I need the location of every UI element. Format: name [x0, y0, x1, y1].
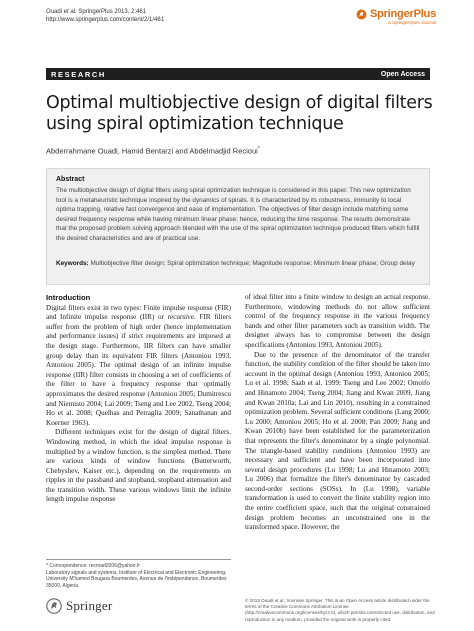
right-column	[245, 293, 430, 533]
intro-paragraph-3: of ideal filter into a finite window to design an actual response. Furthermore, windowing methods do not allow sufficient control of the frequency response in the various frequency bands and other filter parameters such as transition width. The designer always has to compromise between the design specifications (Antoniou 1993, Antoniou 2005).	[245, 293, 430, 349]
citation-header	[46, 8, 164, 24]
springer-footer-logo	[46, 598, 112, 614]
article-type-band	[46, 68, 430, 80]
intro-paragraph-1: Digital filters exist in two types: Finite impulse response (FIR) and Infinite impulse response (IIR) or recursive. FIR filters suffer from the problem of high order (hence implementation and performance issues) if strict requirements are imposed at the design stage. Furthermore, IIR filters can have smaller group delay than its equivalent FIR filters (Antoniou 1993, Antoniou 2005). The optimal design of an infinite impulse response (IIR) filter consists in choosing a set of coefficients of the filter to have a frequency response that optimally approximates the desired response (Antoniou 2005; Dumitrescu and Niemisto 2004; Lai 2009; Tseng and Lee 2002, Tseng 2004; Ho et al. 2008; Quelhas and Petraglia 2009; Sanathanan and Koerner 1963).	[46, 303, 231, 427]
correspondence-email[interactable]: * Correspondence: recmad2006@yahoo.fr	[46, 563, 141, 569]
correspondence-footnote	[46, 559, 231, 589]
logo-subtitle: a SpringerOpen Journal	[388, 20, 436, 25]
intro-heading: Introduction	[46, 293, 91, 302]
affiliation: Laboratory signals and systems, Institute of Electrical and Electronic Engineering, University M'hamed Bougara Boumerdes, Avenue de l'indépendance, Boumerdes 35000, Algeria	[46, 569, 227, 589]
article-title: Optimal multiobjective design of digital filters using spiral optimization technique	[46, 93, 433, 134]
abstract-text: The multiobjective design of digital filters using spiral optimization technique is considered in this paper. This new optimization tool is a metaheuristic technique inspired by the dynamics of spirals. It is characterized by its robustness, immunity to local optima trapping, relative fast convergence and ease of implementation. The objectives of filter design include matching some desired frequency response while having minimum linear phase; hence, reducing the time response. The results demonstrate that the proposed problem solving approach blended with the use of the spiral optimization technique produced filters which fulfill the desired characteristics and are of practical use.	[56, 187, 420, 242]
intro-paragraph-2: Different techniques exist for the design of digital filters. Windowing method, in which the ideal impulse response is multiplied by a window function, is the simplest method. There are various kinds of window functions (Butterworth, Chebyshev, Kaiser etc.), depending on the requirements on ripples in the passband and stopband, stopband attenuation and the transition width. These various windows limit the infinite length impulse response	[46, 428, 231, 504]
logo-name: SpringerPlus	[369, 8, 436, 20]
keywords	[56, 259, 422, 269]
abstract-box	[46, 168, 430, 285]
citation-line-1: Ouadi et al. SpringerPlus 2013, 2:461	[46, 9, 147, 15]
springerplus-logo	[356, 8, 436, 25]
publisher-name: Springer	[66, 598, 113, 613]
springer-horse-icon	[356, 9, 367, 20]
left-column	[46, 293, 231, 505]
citation-url[interactable]: http://www.springerplus.com/content/2/1/461	[46, 17, 165, 23]
keywords-label: Keywords:	[56, 260, 89, 267]
intro-paragraph-4: Due to the presence of the denominator of the transfer function, the stability condition of the filter should be taken into account in the optimal design (Antoniou 1993, Antoniou 2005; Lu et al. 1998; Saab et al. 1999; Tseng and Lee 2002; Omoifo and Hinamoto 2004; Tseng 2004; Jiang and Kwan 2009, Jiang and Kwan 2010a; Lai and Lin 2010), resulting in a constrained optimization problem. Several sufficient conditions (Lang 2000; Lu 2000; Antoniou 2005; Ho et al. 2008; Pan 2009; Jiang and Kwan 2010b) have been established for the parameterization that represents the filter's denominator by a single polynomial. The triangle-based stability conditions (Antoniou 1993) are necessary and sufficient and have been incorporated into several design procedures (Lu 1998; Lu and Hinamoto 2003; Lu 2006) that formalize the filter's denominator by cascaded second-order sections (SOSs). In (Lu 1998), variable transformation is used to convert the finite stability region into the entire coefficient space, such that the original constrained design problem becomes an unconstrained one in the transformed space. However, the	[245, 350, 430, 532]
keywords-text: Multiobjective filter design; Spiral optimization technique; Magnitude response; Minimum linear phase; Group delay	[88, 260, 415, 267]
springer-horse-icon	[46, 598, 62, 614]
correspondence-mark: *	[257, 146, 260, 152]
author-list	[46, 146, 260, 156]
article-type: RESEARCH	[51, 69, 106, 79]
open-access-label: Open Access	[380, 70, 425, 78]
license-text: © 2013 Ouadi et al.; licensee Springer. This is an Open Access article distributed under the terms of the Creative Commons Attribution License (http://creativecommons.org/licenses/by/2.0), which permits unrestricted use, distribution, and reproduction in any medium, provided the original work is properly cited.	[245, 598, 435, 622]
author-names: Abderrahmane Ouadi, Hamid Bentarzi and Abdelmadjid Recioui	[46, 146, 258, 156]
abstract-heading: Abstract	[56, 176, 85, 183]
